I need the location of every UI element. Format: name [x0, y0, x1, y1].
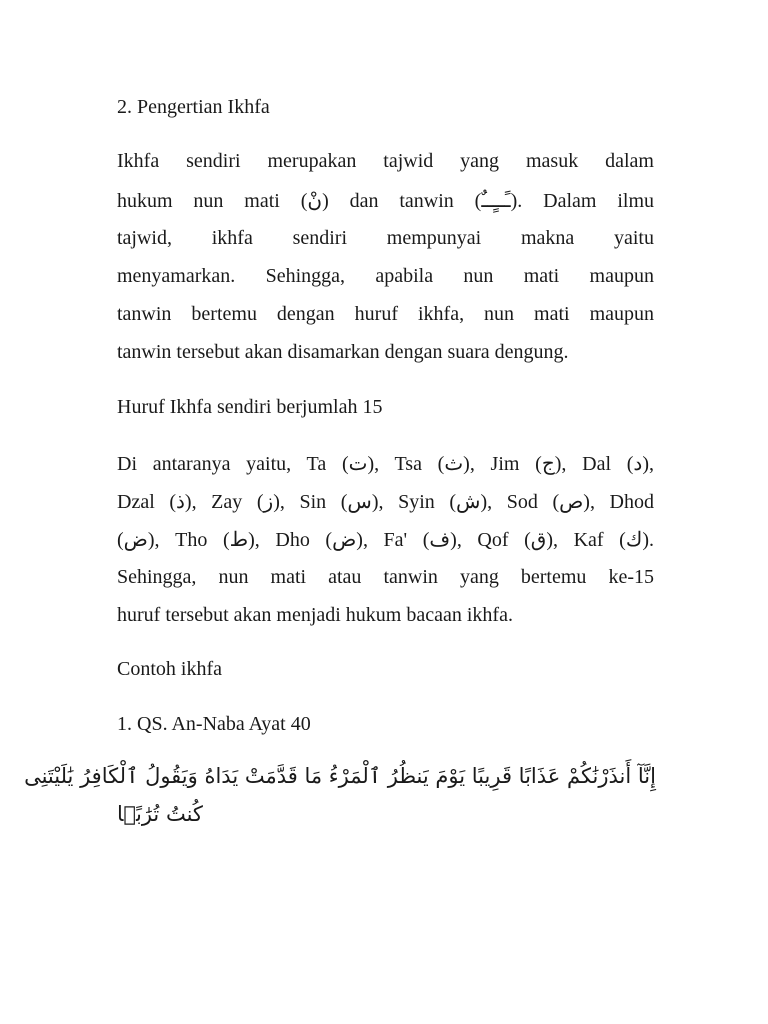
paragraph-line: Di antaranya yaitu, Ta (ت), Tsa (ث), Jim (ج), Dal (د),: [117, 453, 654, 475]
paragraph-line: hukum nun mati (نْ) dan tanwin (ـًــٍــٌ). Dalam ilmu: [117, 190, 655, 212]
example-heading: Contoh ikhfa: [117, 658, 222, 680]
paragraph-line: tajwid, ikhfa sendiri mempunyai makna yaitu: [117, 227, 654, 249]
paragraph-line: tanwin bertemu dengan huruf ikhfa, nun mati maupun: [117, 303, 654, 325]
paragraph-line: Dzal (ذ), Zay (ز), Sin (س), Syin (ش), Sod (ص), Dhod: [117, 491, 654, 513]
arabic-verse-line: إِنَّآ أَنذَرْنَٰكُمْ عَذَابًا قَرِيبًا يَوْمَ يَنظُرُ ٱلْمَرْءُ مَا قَدَّمَتْ يَدَاهُ وَيَقُولُ ٱلْكَافِرُ يَٰلَيْتَنِى: [24, 764, 656, 788]
paragraph-line: menyamarkan. Sehingga, apabila nun mati maupun: [117, 265, 654, 287]
paragraph-line: huruf tersebut akan menjadi hukum bacaan ikhfa.: [117, 604, 513, 626]
paragraph-line: Ikhfa sendiri merupakan tajwid yang masuk dalam: [117, 150, 654, 172]
arabic-verse-line: كُنتُ تُرَٰبًۢا: [117, 802, 203, 826]
paragraph-line: (ض), Tho (ط), Dho (ض), Fa' (ف), Qof (ق), Kaf (ك).: [117, 529, 654, 551]
section-heading: 2. Pengertian Ikhfa: [117, 96, 270, 118]
letter-count-text: Huruf Ikhfa sendiri berjumlah 15: [117, 396, 383, 418]
paragraph-line: tanwin tersebut akan disamarkan dengan suara dengung.: [117, 341, 569, 363]
example-item-title: 1. QS. An-Naba Ayat 40: [117, 713, 311, 735]
paragraph-line: Sehingga, nun mati atau tanwin yang bertemu ke-15: [117, 566, 654, 588]
